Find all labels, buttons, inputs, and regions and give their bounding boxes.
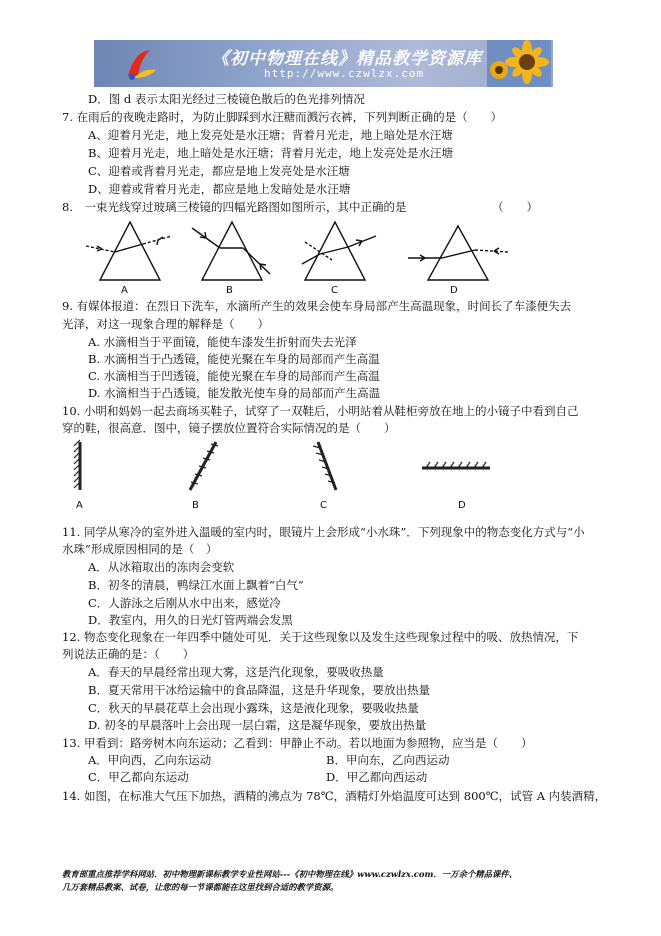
q13-option-c: C．甲乙都向东运动 (88, 770, 189, 784)
q9-option-c: C. 水滴相当于凹透镜，能使光聚在车身的局部而产生高温 (88, 369, 380, 383)
q7-option-a: A、迎着月光走，地上发亮处是水汪塘；背着月光走，地上暗处是水汪塘 (88, 128, 453, 142)
q11-stem-1: 11. 同学从寒冷的室外进入温暖的室内时，眼镜片上会形成“小水珠”．下列现象中的物态变化方式与“小 (62, 525, 585, 539)
mirror-d (422, 462, 490, 468)
q8-label-c: C (331, 285, 338, 296)
q13-stem: 13. 甲看到：路旁树木向东运动；乙看到：甲静止不动。若以地面为参照物，应当是（ ） (62, 736, 533, 750)
q8-label-a: A (121, 285, 128, 296)
q8-label-d: D (450, 285, 458, 296)
footer-line-1: 教育部重点推荐学科网站．初中物理新课标教学专业性网站---《初中物理在线》www.czwlzx.com．一万余个精品课件、 (62, 869, 518, 879)
q8-prism-figure (80, 214, 540, 290)
q9-stem-2: 光泽，对这一现象合理的解释是（ ） (62, 317, 269, 331)
mirror-b (190, 442, 218, 490)
header-banner (94, 40, 553, 87)
q10-label-c: C (320, 500, 327, 511)
q12-option-a: A．春天的早晨经常出现大雾，这是汽化现象，要吸收热量 (88, 665, 384, 679)
q7-option-d: D、迎着或背着月光走，都应是地上发暗处是水汪塘 (88, 182, 351, 196)
q13-option-d: D．甲乙都向西运动 (326, 770, 428, 784)
q10-label-a: A (76, 500, 83, 511)
prism-d (408, 226, 508, 280)
q12-stem-2: 列说法正确的是：（ ） (62, 647, 195, 661)
q14-stem: 14. 如图，在标准大气压下加热，酒精的沸点为 78℃，酒精灯外焰温度可达到 800℃，试管 A 内装酒精， (62, 789, 607, 803)
q10-stem-2: 穿的鞋，很高意．图中，镜子摆放位置符合实际情况的是（ ） (62, 421, 396, 435)
logo-icon (124, 46, 158, 82)
q8-stem: 8. 一束光线穿过玻璃三棱镜的四幅光路图如图所示，其中正确的是 (62, 200, 407, 214)
q9-option-a: A. 水滴相当于平面镜，能使车漆发生折射而失去光泽 (88, 335, 357, 349)
prism-a (86, 222, 172, 280)
q6-option-d: D．图 d 表示太阳光经过三棱镜色散后的色光排列情况 (88, 92, 365, 106)
q11-option-a: A．从冰箱取出的冻肉会变软 (88, 560, 235, 574)
q13-option-a: A．甲向西，乙向东运动 (88, 753, 212, 767)
q8-label-b: B (226, 285, 233, 296)
q7-option-c: C、迎着或背着月光走，都应是地上发亮处是水汪塘 (88, 164, 350, 178)
sunflower-icon (487, 40, 551, 87)
q9-stem-1: 9. 有媒体报道：在烈日下洗车，水滴所产生的效果会使车身局部产生高温现象，时间长了车漆便失去 (62, 299, 572, 313)
q12-option-d: D. 初冬的早晨落叶上会出现一层白霜，这是凝华现象，要放出热量 (88, 718, 427, 732)
q8-answer-bracket: （ ） (492, 200, 538, 214)
footer-line-2: 几万套精品教案、试卷，让您的每一节课都能在这里找到合适的教学资源。 (62, 882, 339, 892)
q7-stem: 7. 在雨后的夜晚走路时，为防止脚踩到水汪糖而溅污衣裤，下列判断正确的是（ ） (62, 110, 503, 124)
q7-option-b: B、迎着月光走，地上暗处是水汪塘；背着月光走，地上发亮处是水汪塘 (88, 146, 453, 160)
banner-title: 《初中物理在线》精品教学资源库 (212, 49, 482, 69)
q11-stem-2: 水珠”形成原因相同的是（ ） (62, 542, 218, 556)
mirror-c (313, 442, 336, 490)
q11-option-c: C．人游泳之后刚从水中出来，感觉冷 (88, 596, 281, 610)
q10-label-b: B (192, 500, 199, 511)
q9-option-b: B. 水滴相当于凸透镜，能使光聚在车身的局部而产生高温 (88, 352, 380, 366)
prism-c (302, 222, 376, 280)
q12-stem-1: 12. 物态变化现象在一年四季中随处可见．关于这些现象以及发生这些现象过程中的吸、放热情况，下 (62, 630, 579, 644)
q13-option-b: B．甲向东，乙向西运动 (326, 753, 450, 767)
q10-mirror-figure (66, 438, 506, 498)
q12-option-b: B．夏天常用干冰给运输中的食品降温，这是升华现象，要放出热量 (88, 683, 430, 697)
q10-label-d: D (458, 500, 466, 511)
q9-option-d: D. 水滴相当于凸透镜，能发散光使车身的局部而产生高温 (88, 386, 381, 400)
q11-option-d: D．教室内，用久的日光灯管两端会发黑 (88, 613, 293, 627)
banner-url[interactable]: http://www.czwlzx.com (264, 67, 425, 80)
mirror-a (74, 440, 80, 490)
q10-stem-1: 10. 小明和妈妈一起去商场买鞋子，试穿了一双鞋后，小明站着从鞋柜旁放在地上的小镜子中看到自己 (62, 404, 579, 418)
q11-option-b: B．初冬的清晨，鸭绿江水面上飘着“白气” (88, 578, 304, 592)
q12-option-c: C．秋天的早晨花草上会出现小露珠，这是液化现象，要吸收热量 (88, 701, 419, 715)
prism-b (192, 222, 270, 280)
